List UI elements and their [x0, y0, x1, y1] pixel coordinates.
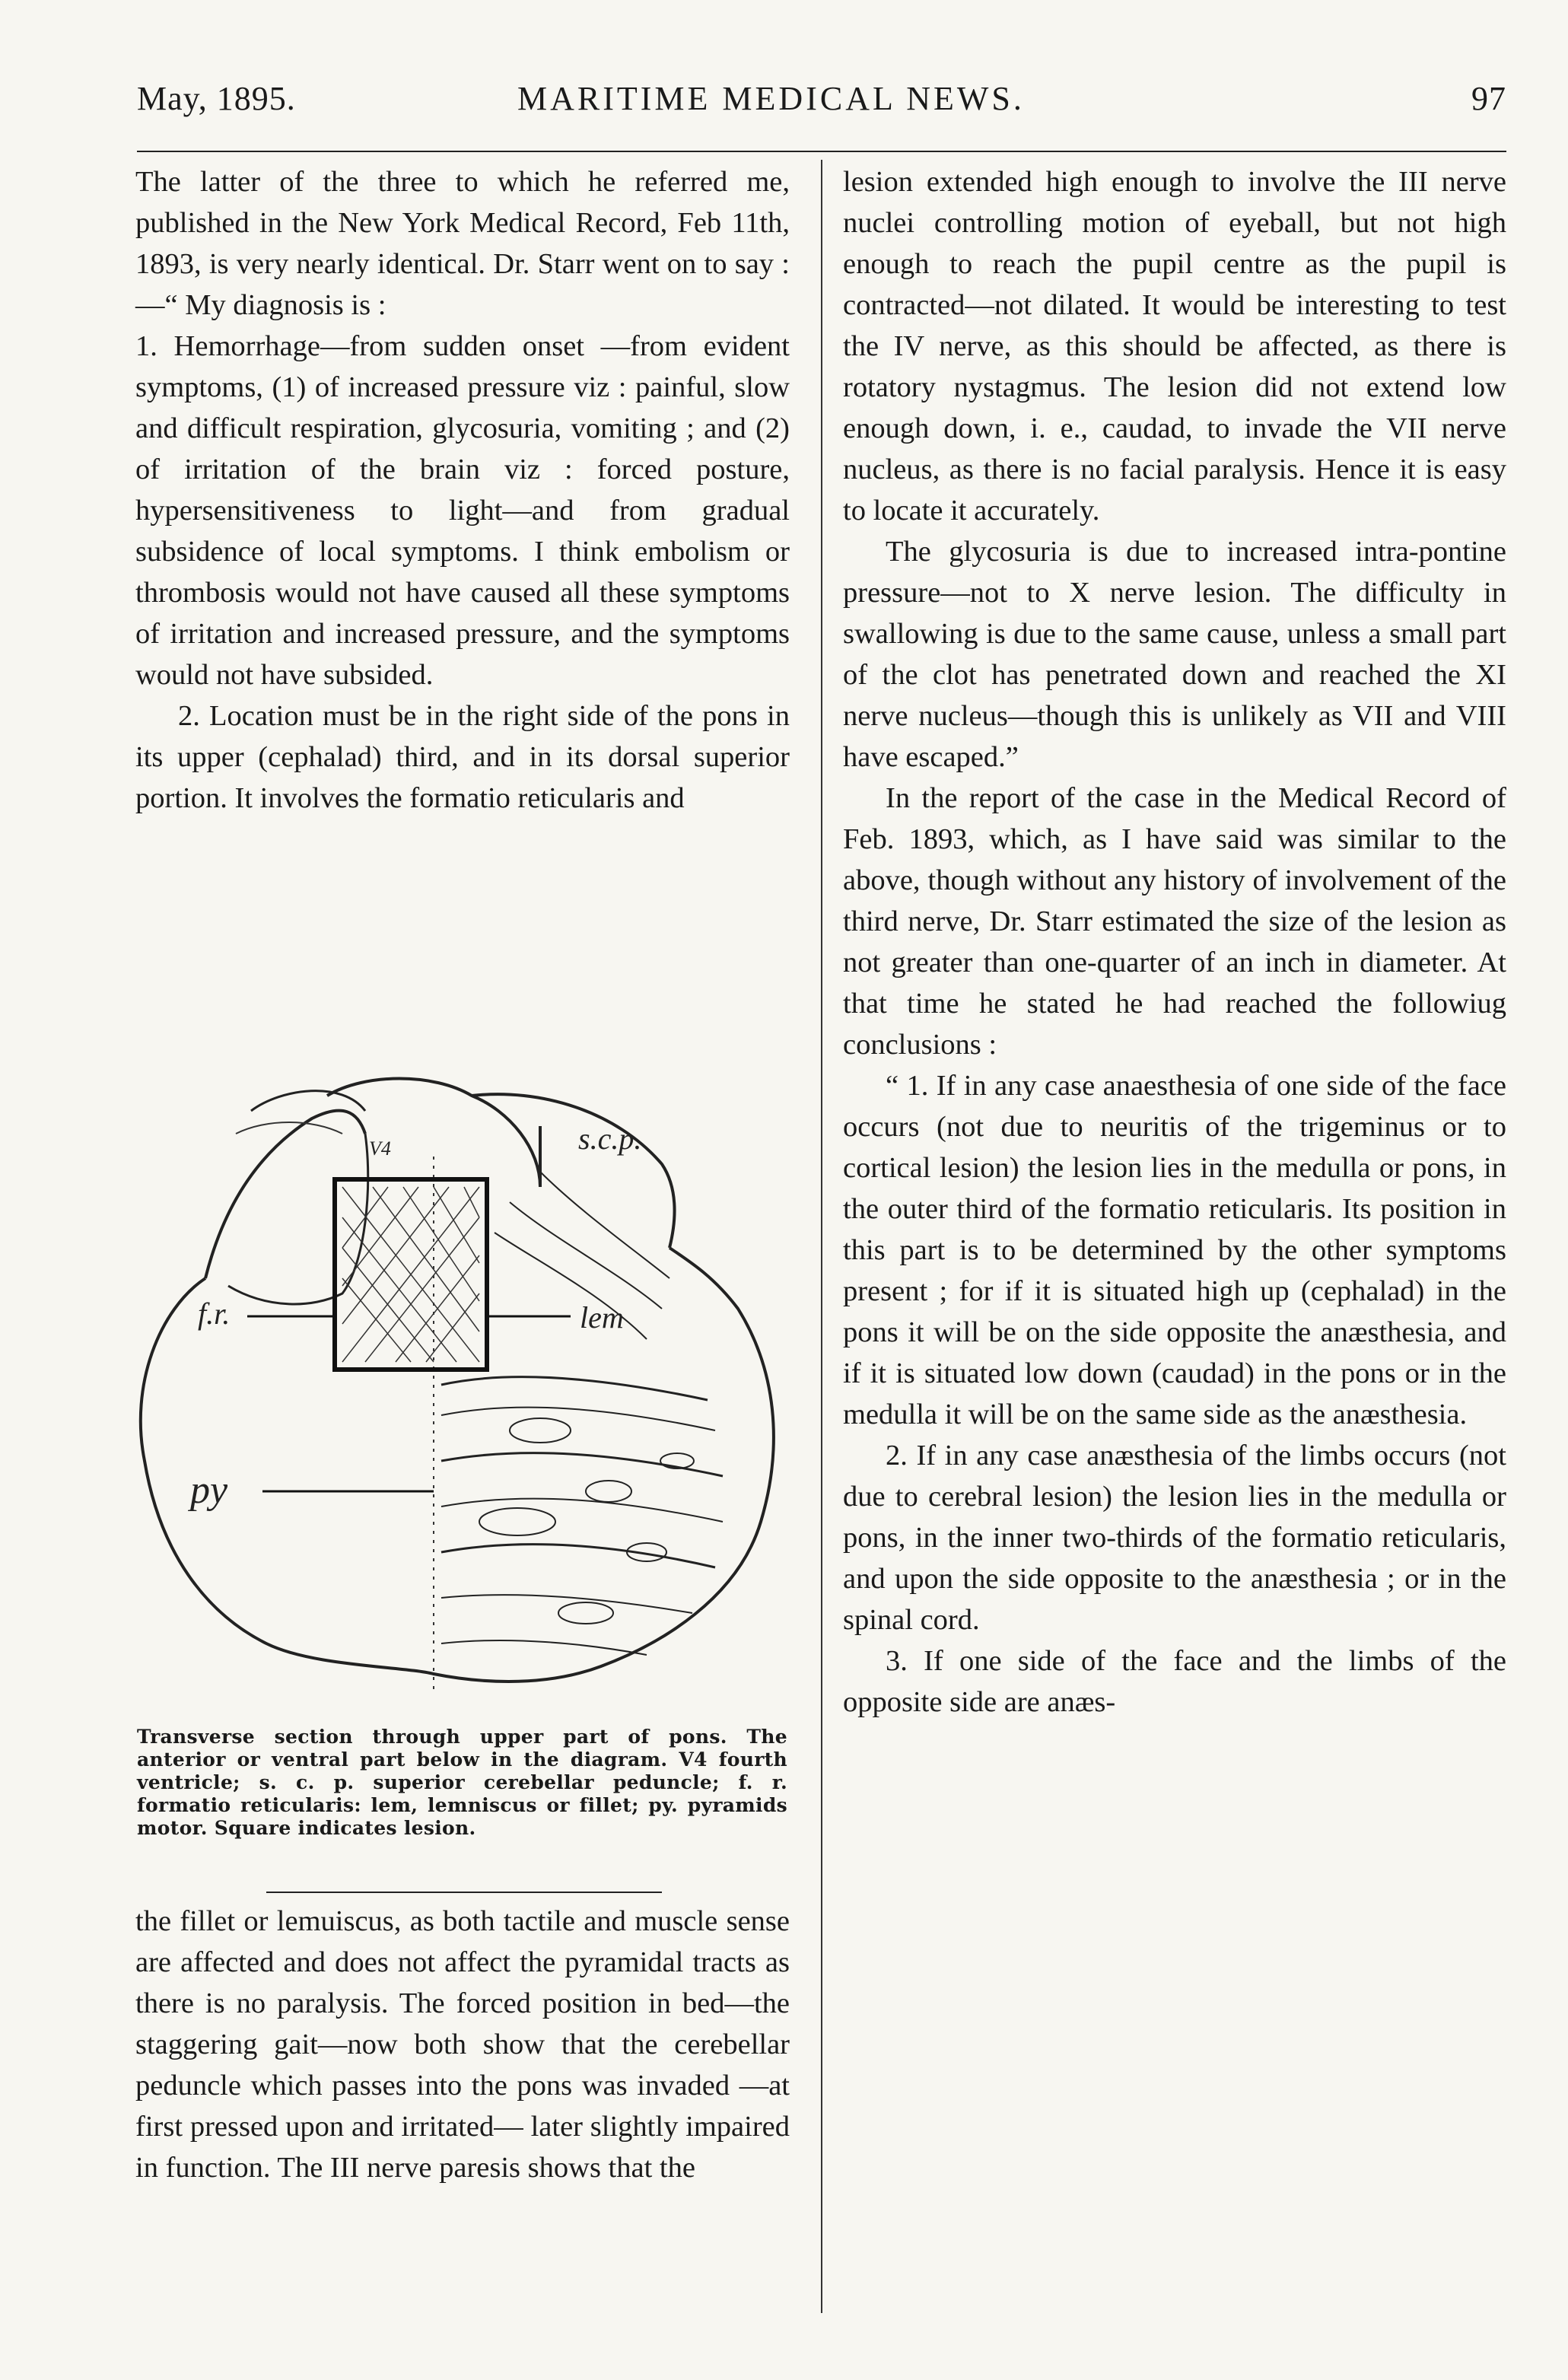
running-header	[137, 79, 1506, 132]
paragraph: 1. Hemorrhage—from sudden onset —from evident symptoms, (1) of increased pressure viz : painful, slow and difficult respiration, glycosuria, vomiting ; and (2) of irritation of the brain viz : forced posture, hypersensitiveness to light—and from gradual subsidence of local symptoms. I think embolism or thrombosis would not have caused all these symptoms of irritation and increased pressure, and the symptoms would not have subsided.	[135, 330, 790, 691]
figure-caption: Transverse section through upper part of pons. The anterior or ventral part below in the diagram. V4 fourth ventricle; s. c. p. superior cerebellar peduncle; f. r. formatio reticularis: lem, lemniscus or fillet; py. pyramids motor. Square indicates lesion.	[137, 1726, 787, 1839]
right-column	[843, 161, 1506, 1723]
issue-date: May, 1895.	[137, 80, 296, 117]
label-fr: f.r.	[198, 1297, 231, 1331]
paragraph: 2. Location must be in the right side of the pons in its upper (cephalad) third, and in its dorsal superior portion. It involves the formatio reticularis and	[135, 700, 790, 814]
journal-title: MARITIME MEDICAL NEWS.	[517, 80, 1025, 117]
paragraph: lesion extended high enough to involve the III nerve nuclei controlling motion of eyeball, but not high enough to reach the pupil centre as the pupil is contracted—not dilated. It would be interesting to test the IV nerve, as this should be affected, as there is rotatory nystagmus. The lesion did not extend low enough down, i. e., caudad, to invade the VII nerve nucleus, as there is no facial paralysis. Hence it is easy to locate it accurately.	[843, 166, 1506, 527]
left-column-bottom	[135, 1901, 790, 2188]
label-py: py	[190, 1468, 228, 1512]
paragraph: The latter of the three to which he referred me, published in the New York Medical Record, Feb 11th, 1893, is very nearly identical. Dr. Starr went on to say :—“ My diagnosis is :	[135, 166, 790, 321]
label-scp: s.c.p.	[578, 1122, 642, 1156]
paragraph: In the report of the case in the Medical Record of Feb. 1893, which, as I have said was similar to the above, though without any history of involvement of the third nerve, Dr. Starr estimated the size of the lesion as not greater than one-quarter of an inch in diameter. At that time he stated he had reached the followiug conclusions :	[843, 782, 1506, 1061]
header-rule	[137, 151, 1506, 152]
label-lem: lem	[580, 1300, 624, 1335]
pons-section-illustration	[114, 1065, 799, 1704]
paragraph: The glycosuria is due to increased intra-pontine pressure—not to X nerve lesion. The difficulty in swallowing is due to the same cause, unless a small part of the clot has penetrated down and reached the XI nerve nucleus—though this is unlikely as VII and VIII have escaped.”	[843, 536, 1506, 773]
paragraph: “ 1. If in any case anaesthesia of one side of the face occurs (not due to neuritis of the trigeminus or to cortical lesion) the lesion lies in the medulla or pons, in the outer third of the formatio reticularis. Its position in this part is to be determined by the other symptoms present ; for if it is situated high up (cephalad) in the pons it will be on the side opposite the anæsthesia, and if it is situated low down (caudad) in the pons or in the medulla it will be on the same side as the anæsthesia.	[843, 1070, 1506, 1430]
pons-diagram	[114, 1065, 799, 1704]
paragraph: 3. If one side of the face and the limbs of the opposite side are anæs-	[843, 1645, 1506, 1718]
label-fourth-ventricle: V4	[369, 1138, 391, 1160]
paragraph: the fillet or lemuiscus, as both tactile and muscle sense are affected and does not affect the pyramidal tracts as there is no paralysis. The forced position in bed—the staggering gait—now both show that the cerebellar peduncle which passes into the pons was invaded —at first pressed upon and irritated— later slightly impaired in function. The III nerve paresis shows that the	[135, 1905, 790, 2184]
page-number: 97	[1471, 80, 1506, 117]
left-column-top	[135, 161, 790, 819]
caption-rule	[266, 1892, 662, 1893]
paragraph: 2. If in any case anæsthesia of the limbs occurs (not due to cerebral lesion) the lesion lies in the medulla or pons, in the inner two-thirds of the formatio reticularis, and upon the side opposite to the anæsthesia ; or in the spinal cord.	[843, 1440, 1506, 1636]
lesion-square	[335, 1179, 487, 1370]
column-divider	[821, 160, 822, 2313]
